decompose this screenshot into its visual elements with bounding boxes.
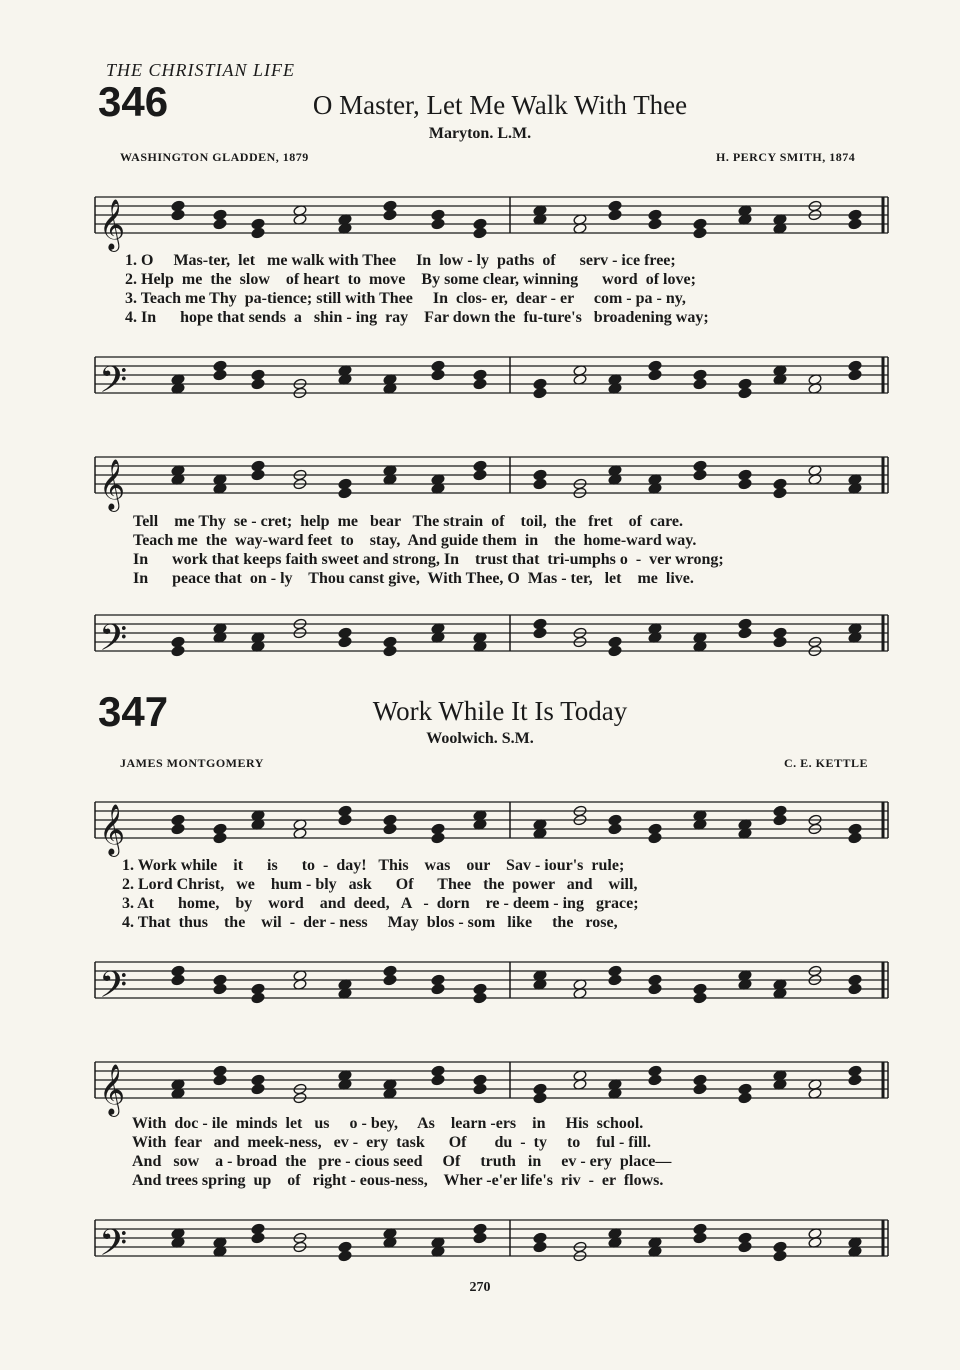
note-head — [648, 218, 662, 230]
note-head — [533, 627, 547, 639]
note-head — [338, 1250, 352, 1262]
hymn-title-347: Work While It Is Today — [372, 696, 628, 726]
treble-clef-icon: 𝄞 — [99, 199, 126, 250]
note-head — [338, 636, 352, 648]
treble-clef-icon: 𝄞 — [99, 804, 126, 855]
treble-clef-icon: 𝄞 — [99, 459, 126, 510]
note-head — [251, 992, 265, 1004]
note-head — [773, 636, 787, 648]
note-head — [848, 1074, 862, 1086]
note-head — [848, 369, 862, 381]
note-head — [693, 1083, 707, 1095]
note-head — [773, 487, 787, 499]
note-head — [648, 983, 662, 995]
lyric-line: 4. That thus the wil - der - ness May blos - som like the rose, — [122, 914, 618, 931]
note-head — [648, 1074, 662, 1086]
note-head — [213, 369, 227, 381]
note-head — [693, 378, 707, 390]
bass-staff-346-system-1 — [0, 340, 960, 410]
lyric-line: And trees spring up of right - eous-ness, Wher -e'er life's riv - er flows. — [132, 1172, 664, 1189]
lyric-line: Tell me Thy se - cret; help me bear The strain of toil, the fret of care. — [133, 513, 683, 530]
tune-name-347: Woolwich. S.M. — [426, 730, 534, 747]
note-head — [251, 227, 265, 239]
note-head — [251, 469, 265, 481]
note-head — [608, 823, 622, 835]
lyric-line: With doc - ile minds let us o - bey, As learn -ers in His school. — [132, 1115, 644, 1132]
note-head — [533, 1092, 547, 1104]
lyric-line: 3. Teach me Thy pa-tience; still with Thee In clos- er, dear - er com - pa - ny, — [125, 290, 686, 307]
note-head — [648, 832, 662, 844]
note-head — [533, 1241, 547, 1253]
bass-staff-347-system-2 — [0, 1208, 960, 1273]
note-head — [473, 227, 487, 239]
music-credit-347: C. E. KETTLE — [784, 756, 869, 770]
hymn-number-346: 346 — [98, 78, 169, 125]
note-head — [773, 1250, 787, 1262]
note-head — [693, 469, 707, 481]
note-head — [473, 1083, 487, 1095]
lyric-line: 3. At home, by word and deed, A - dorn re - deem - ing grace; — [122, 895, 639, 912]
treble-staff-346-system-1 — [0, 180, 960, 250]
lyric-line: 1. Work while it is to - day! This was our Sav - iour's rule; — [122, 857, 625, 874]
note-head — [383, 823, 397, 835]
hymn-number-347: 347 — [98, 688, 169, 735]
note-head — [213, 832, 227, 844]
note-head — [533, 387, 547, 399]
note-head — [608, 645, 622, 657]
note-head — [251, 1232, 265, 1244]
treble-clef-icon: 𝄞 — [99, 1064, 126, 1115]
treble-staff-347-system-1 — [0, 790, 960, 855]
note-head — [848, 218, 862, 230]
note-head — [738, 1241, 752, 1253]
note-head — [171, 823, 185, 835]
tune-name-346: Maryton. L.M. — [428, 125, 532, 142]
lyric-line: In work that keeps faith sweet and strong, In trust that tri-umphs o - ver wrong; — [133, 551, 724, 568]
lyric-line: 2. Help me the slow of heart to move By some clear, winning word of love; — [125, 271, 696, 288]
note-head — [338, 487, 352, 499]
note-head — [738, 1092, 752, 1104]
note-head — [738, 387, 752, 399]
lyric-line: 1. O Mas-ter, let me walk with Thee In low - ly paths of serv - ice free; — [125, 252, 676, 269]
note-head — [473, 469, 487, 481]
note-head — [213, 218, 227, 230]
note-head — [213, 983, 227, 995]
lyric-line: Teach me the way-ward feet to stay, And guide them in the home-ward way. — [133, 532, 697, 549]
note-head — [693, 227, 707, 239]
note-head — [608, 974, 622, 986]
treble-staff-346-system-2 — [0, 440, 960, 510]
bass-clef-icon: 𝄢 — [99, 964, 128, 1015]
lyric-line: 4. In hope that sends a shin - ing ray Far down the fu-ture's broadening way; — [125, 309, 709, 326]
note-head — [738, 627, 752, 639]
note-head — [171, 974, 185, 986]
note-head — [848, 983, 862, 995]
note-head — [648, 369, 662, 381]
words-credit-347: JAMES MONTGOMERY — [120, 756, 264, 770]
note-head — [773, 814, 787, 826]
note-head — [693, 992, 707, 1004]
note-head — [473, 1232, 487, 1244]
note-head — [608, 209, 622, 221]
note-head — [171, 209, 185, 221]
note-head — [338, 814, 352, 826]
page-number: 270 — [469, 1280, 491, 1295]
bass-staff-347-system-1 — [0, 950, 960, 1015]
music-credit-346: H. PERCY SMITH, 1874 — [716, 150, 856, 164]
note-head — [383, 209, 397, 221]
note-head — [251, 378, 265, 390]
note-head — [431, 218, 445, 230]
bass-clef-icon: 𝄢 — [99, 1222, 128, 1273]
note-head — [383, 974, 397, 986]
hymn-title-346: O Master, Let Me Walk With Thee — [312, 90, 688, 120]
note-head — [693, 1232, 707, 1244]
bass-clef-icon: 𝄢 — [99, 359, 128, 410]
note-head — [431, 983, 445, 995]
note-head — [251, 1083, 265, 1095]
section-title: THE CHRISTIAN LIFE — [106, 60, 295, 80]
note-head — [171, 645, 185, 657]
note-head — [738, 478, 752, 490]
note-head — [533, 478, 547, 490]
note-head — [473, 992, 487, 1004]
note-head — [213, 1074, 227, 1086]
lyric-line: 2. Lord Christ, we hum - bly ask Of Thee the power and will, — [122, 876, 638, 893]
lyric-line: And sow a - broad the pre - cious seed Of truth in ev - ery place— — [132, 1153, 672, 1170]
note-head — [431, 832, 445, 844]
treble-staff-347-system-2 — [0, 1050, 960, 1115]
bass-staff-346-system-2 — [0, 598, 960, 668]
note-head — [473, 378, 487, 390]
bass-clef-icon: 𝄢 — [99, 617, 128, 668]
note-head — [431, 1074, 445, 1086]
lyric-line: With fear and meek-ness, ev - ery task Of du - ty to ful - fill. — [132, 1134, 651, 1151]
lyric-line: In peace that on - ly Thou canst give, With Thee, O Mas - ter, let me live. — [133, 570, 694, 587]
note-head — [431, 369, 445, 381]
words-credit-346: WASHINGTON GLADDEN, 1879 — [120, 150, 309, 164]
note-head — [383, 645, 397, 657]
note-head — [848, 832, 862, 844]
